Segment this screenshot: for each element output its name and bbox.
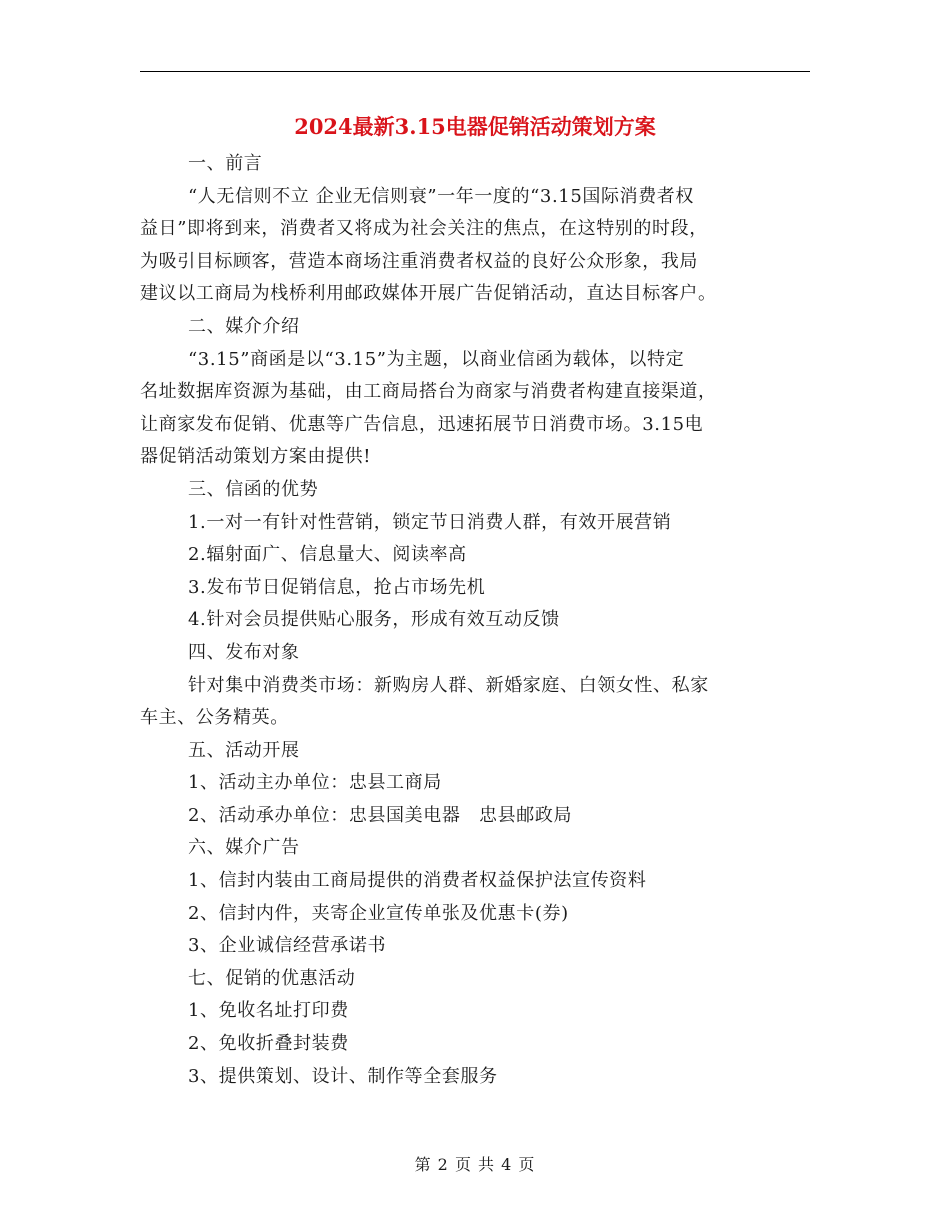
body-line: 让商家发布促销、优惠等广告信息，迅速拓展节日消费市场。3.15电 — [140, 413, 704, 435]
body-line: 二、媒介介绍 — [188, 315, 300, 337]
body-line: 2.辐射面广、信息量大、阅读率高 — [188, 544, 467, 566]
body-line: 益日”即将到来，消费者又将成为社会关注的焦点，在这特别的时段， — [140, 218, 708, 240]
body-line: 六、媒介广告 — [188, 837, 300, 859]
body-line: 七、促销的优惠活动 — [188, 967, 356, 989]
body-line: 3.发布节日促销信息，抢占市场先机 — [188, 576, 486, 598]
body-line: 2、信封内件，夹寄企业宣传单张及优惠卡(券) — [188, 902, 569, 924]
document-body — [140, 148, 810, 1093]
body-line: 4.针对会员提供贴心服务，形成有效互动反馈 — [188, 609, 560, 631]
body-line: 1、免收名址打印费 — [188, 1000, 349, 1022]
body-line: 一、前言 — [188, 153, 263, 174]
body-line: 2、免收折叠封装费 — [188, 1033, 349, 1055]
body-line: 1.一对一有针对性营销，锁定节日消费人群，有效开展营销 — [188, 511, 672, 533]
body-line: 四、发布对象 — [188, 641, 300, 663]
body-line: 3、提供策划、设计、制作等全套服务 — [188, 1065, 498, 1087]
body-line: 五、活动开展 — [188, 739, 300, 761]
body-line: 三、信函的优势 — [188, 478, 319, 500]
body-line: 名址数据库资源为基础，由工商局搭台为商家与消费者构建直接渠道， — [140, 381, 717, 403]
body-line: 2、活动承办单位：忠县国美电器 忠县邮政局 — [188, 804, 573, 826]
body-line: 为吸引目标顾客，营造本商场注重消费者权益的良好公众形象，我局 — [140, 250, 698, 272]
page-number-footer: 第 2 页 共 4 页 — [414, 1155, 536, 1174]
body-line: “人无信则不立 企业无信则衰”一年一度的“3.15国际消费者权 — [188, 185, 695, 207]
body-line: 1、信封内装由工商局提供的消费者权益保护法宣传资料 — [188, 870, 647, 892]
header-rule — [140, 71, 810, 72]
document-title: 2024最新3.15电器促销活动策划方案 — [294, 114, 656, 139]
body-line: 车主、公务精英。 — [140, 707, 289, 729]
body-line: 针对集中消费类市场：新购房人群、新婚家庭、白领女性、私家 — [188, 674, 709, 696]
body-line: 1、活动主办单位：忠县工商局 — [188, 772, 442, 794]
body-line: 建议以工商局为栈桥利用邮政媒体开展广告促销活动，直达目标客户。 — [140, 283, 717, 305]
body-line: 器促销活动策划方案由提供! — [140, 446, 372, 468]
body-line: “3.15”商函是以“3.15”为主题，以商业信函为载体，以特定 — [188, 348, 685, 370]
body-line: 3、企业诚信经营承诺书 — [188, 935, 387, 957]
